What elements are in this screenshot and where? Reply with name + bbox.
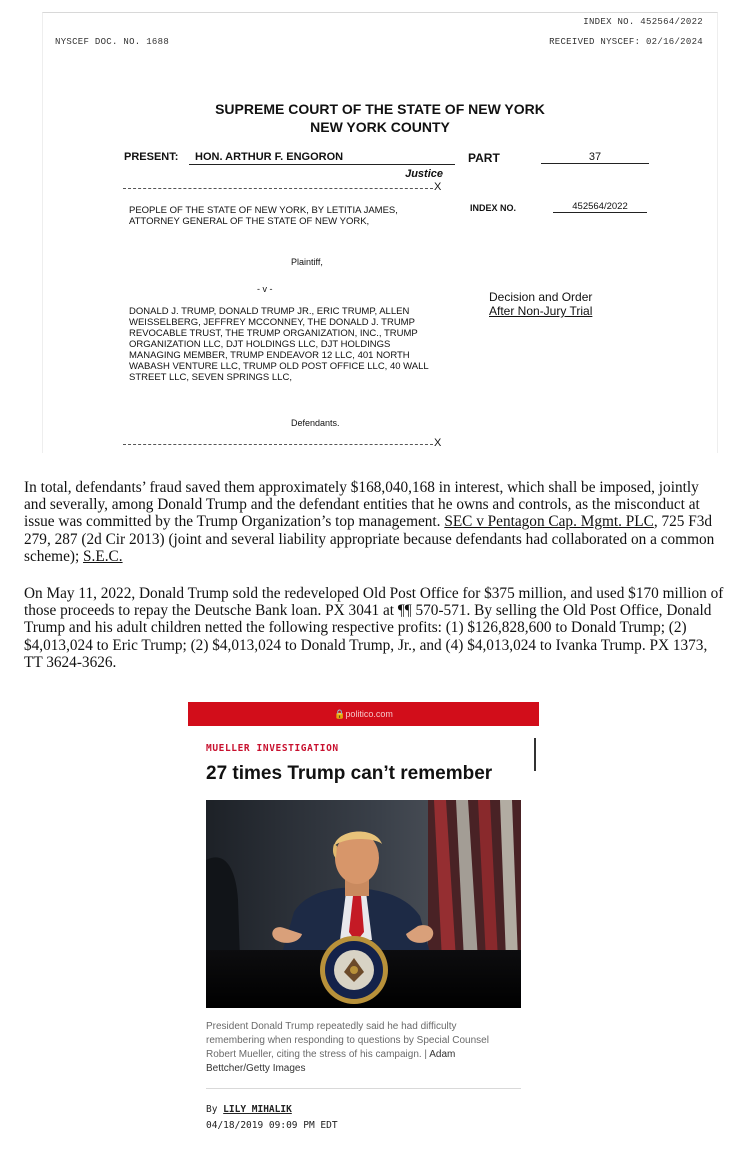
index-number-header: INDEX NO. 452564/2022 xyxy=(583,17,703,27)
justice-label: Justice xyxy=(405,168,443,180)
caption-x-mark-bottom: X xyxy=(434,437,442,449)
paragraph-text: In total, defendants’ fraud saved them approximately $168,040,168 in interest, which shall be imposed, jointly and severally, among Donald Trump and the defendant entities that he owns and controls, as the misconduct at issue was committed by the Trump Organization’s top management. xyxy=(24,479,700,531)
court-county: NEW YORK COUNTY xyxy=(310,119,450,135)
article-photo xyxy=(206,800,521,1008)
caption-divider-bottom xyxy=(123,444,433,445)
decision-line-2: After Non-Jury Trial xyxy=(489,304,593,318)
caption-text: President Donald Trump repeatedly said he had difficulty remembering when responding to questions by Special Counsel Robert Mueller, citing the stress of his campaign. | xyxy=(206,1021,489,1060)
justice-name: HON. ARTHUR F. ENGORON xyxy=(189,151,455,165)
photo-credit: Adam Bettcher/Getty Images xyxy=(206,1049,456,1074)
trump-at-podium-photo xyxy=(206,800,521,1008)
caption-divider-top xyxy=(123,188,433,189)
browser-url-bar[interactable]: 🔒politico.com xyxy=(188,702,539,726)
defendants-label: Defendants. xyxy=(291,418,340,428)
court-title: SUPREME COURT OF THE STATE OF NEW YORK xyxy=(215,101,545,117)
case-citation-link: SEC v Pentagon Cap. Mgmt. PLC xyxy=(444,513,654,531)
scrollbar[interactable] xyxy=(534,738,536,771)
ruling-paragraph-interest xyxy=(24,479,724,565)
politico-article-card xyxy=(188,702,539,1150)
byline-divider xyxy=(206,1088,521,1089)
received-date: RECEIVED NYSCEF: 02/16/2024 xyxy=(549,37,703,47)
part-label: PART xyxy=(468,151,500,165)
court-document-header xyxy=(42,12,718,453)
ruling-paragraph-old-post-office: On May 11, 2022, Donald Trump sold the redeveloped Old Post Office for $375 million, and used $170 million of those proceeds to repay the Deutsche Bank loan. PX 3041 at ¶¶ 570-571. By selling the Old Post Office, Donald Trump and his adult children netted the following respective profits: (1) $126,828,600 to Donald Trump; (2) $4,013,024 to Eric Trump; (2) $4,013,024 to Donald Trump, Jr., and (4) $4,013,024 to Ivanka Trump. PX 1373, TT 3624-3626. xyxy=(24,585,724,671)
index-no-value: 452564/2022 xyxy=(553,201,647,213)
nyscef-doc-number: NYSCEF DOC. NO. 1688 xyxy=(55,37,170,47)
defendant-names: DONALD J. TRUMP, DONALD TRUMP JR., ERIC TRUMP, ALLEN WEISSELBERG, JEFFREY MCCONNEY, THE DONALD J. TRUMP REVOCABLE TRUST, THE TRUMP ORGANIZATION, INC., TRUMP ORGANIZATION LLC, DJT HOLDINGS LLC, DJT HOLDINGS MANAGING MEMBER, TRUMP ENDEAVOR 12 LLC, 401 NORTH WABASH VENTURE LLC, TRUMP OLD POST OFFICE LLC, 40 WALL STREET LLC, SEVEN SPRINGS LLC, xyxy=(129,306,429,383)
plaintiff-names: PEOPLE OF THE STATE OF NEW YORK, BY LETITIA JAMES, ATTORNEY GENERAL OF THE STATE OF NEW YORK, xyxy=(129,205,398,227)
byline xyxy=(206,1104,292,1115)
author-link[interactable]: LILY MIHALIK xyxy=(223,1104,292,1115)
versus-label: - v - xyxy=(257,284,273,294)
article-headline[interactable]: 27 times Trump can’t remember xyxy=(206,763,493,784)
article-kicker[interactable]: MUELLER INVESTIGATION xyxy=(206,743,339,754)
byline-prefix: By xyxy=(206,1104,224,1115)
present-label: PRESENT: xyxy=(124,151,179,163)
decision-line-1: Decision and Order xyxy=(489,290,593,304)
case-citation-link: S.E.C. xyxy=(83,547,123,565)
paragraph-text: , 725 F3d 279, 287 (2d Cir 2013) (joint and several liability appropriate because defendants had collaborated on a common scheme); xyxy=(24,513,715,565)
caption-x-mark-top: X xyxy=(434,181,442,193)
part-value: 37 xyxy=(541,151,649,164)
index-no-label: INDEX NO. xyxy=(470,203,517,213)
publish-date: 04/18/2019 09:09 PM EDT xyxy=(206,1120,338,1131)
photo-caption xyxy=(206,1020,518,1076)
plaintiff-label: Plaintiff, xyxy=(291,257,323,267)
decision-title xyxy=(489,290,592,318)
